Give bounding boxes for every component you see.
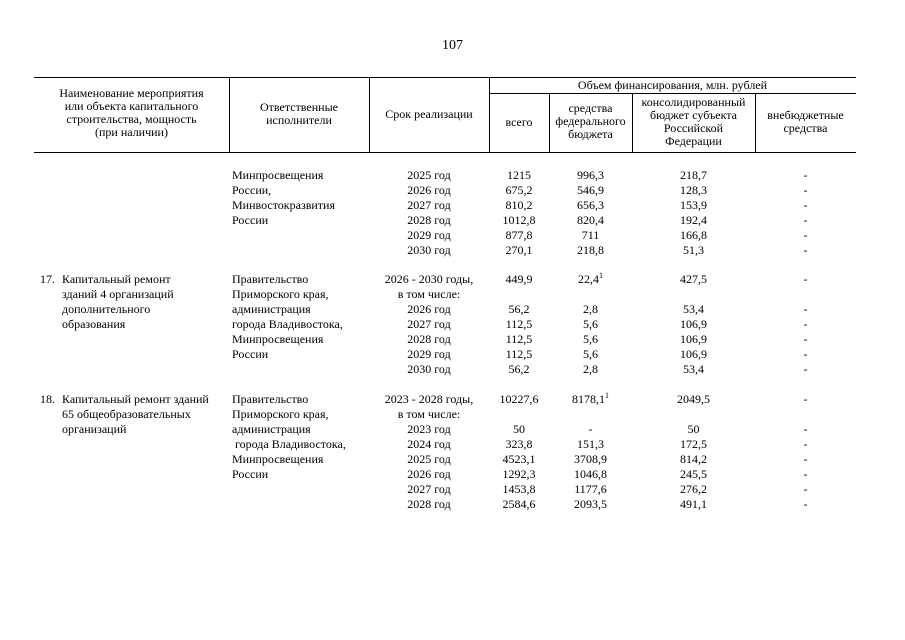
federal-cell [549,213,632,228]
federal-value: 1046,8 [574,467,607,481]
regional-cell: 106,9 [680,332,707,346]
responsible-line: города Владивостока, [232,317,343,331]
period-cell: 2023 год [407,422,451,436]
extrabudgetary-cell: - [803,228,808,242]
federal-value: 2,8 [583,302,598,316]
regional-cell: 814,2 [680,452,707,466]
total-cell: 1453,8 [502,482,536,496]
header-name: Наименование мероприятия или объекта капитального строительства, мощность (при наличии) [59,86,204,139]
extrabudgetary-cell: - [803,452,808,466]
responsible-line: России [232,467,269,481]
federal-cell [549,228,632,243]
responsible-line: администрация [232,302,311,316]
responsible-line: Правительство [232,272,309,286]
total-cell: 270,1 [505,243,533,257]
period-cell: 2026 - 2030 годы, [384,272,474,286]
federal-cell [549,467,632,482]
header-extrabudgetary: внебюджетные средства [767,108,844,135]
responsible-line: России [232,213,269,227]
item-name-line: Капитальный ремонт [62,272,171,286]
federal-cell [549,497,632,512]
federal-cell [549,198,632,213]
regional-cell: 53,4 [683,302,704,316]
responsible-line: России [232,347,269,361]
regional-cell: 53,4 [683,362,704,376]
federal-value: 2093,5 [574,497,607,511]
period-cell: 2030 год [407,243,451,257]
extrabudgetary-cell: - [803,272,808,286]
extrabudgetary-cell: - [803,213,808,227]
federal-value: 3708,9 [574,452,607,466]
period-cell: 2029 год [407,347,451,361]
total-cell: 50 [513,422,525,436]
period-cell: в том числе: [397,407,461,421]
federal-value: 8178,1 [572,392,605,406]
extrabudgetary-cell: - [803,482,808,496]
responsible-line: Минпросвещения [232,452,324,466]
item-name-line: зданий 4 организаций [62,287,174,301]
total-cell: 323,8 [505,437,533,451]
extrabudgetary-cell: - [803,332,808,346]
federal-cell [549,482,632,497]
federal-value: 2,8 [583,362,598,376]
header-bottom-rule [34,152,856,153]
page-number: 107 [442,38,463,53]
regional-cell: 427,5 [680,272,707,286]
regional-cell: 50 [687,422,700,436]
total-cell: 10227,6 [499,392,539,406]
item-name-line: Капитальный ремонт зданий [62,392,209,406]
period-cell: 2024 год [407,437,451,451]
total-cell: 1215 [507,168,531,182]
extrabudgetary-cell: - [803,243,808,257]
header-responsible: Ответственные исполнители [260,100,338,127]
header-total: всего [505,115,533,129]
footnote-marker: 1 [605,391,609,400]
total-cell: 675,2 [505,183,533,197]
responsible-line: Приморского края, [232,407,329,421]
total-cell: 56,2 [508,362,530,376]
item-name-line: 65 общеобразовательных [62,407,191,421]
period-cell: 2025 год [407,168,451,182]
federal-cell [549,243,632,258]
extrabudgetary-cell: - [803,437,808,451]
total-cell: 2584,6 [502,497,536,511]
extrabudgetary-cell: - [803,302,808,316]
row-number: 17. [40,272,55,286]
header-period: Срок реализации [385,107,473,121]
total-cell: 1292,3 [502,467,536,481]
extrabudgetary-cell: - [803,347,808,361]
extrabudgetary-cell: - [803,467,808,481]
federal-value: 22,4 [578,272,599,286]
period-cell: 2027 год [407,482,451,496]
header-regional: консолидированный бюджет субъекта Российской Федерации [641,95,746,148]
period-cell: 2025 год [407,452,451,466]
regional-cell: 153,9 [680,198,707,212]
period-cell: 2030 год [407,362,451,376]
extrabudgetary-cell: - [803,392,808,406]
responsible-line: Правительство [232,392,309,406]
total-cell: 56,2 [508,302,530,316]
federal-value: 546,9 [577,183,604,197]
federal-cell [549,272,632,287]
regional-cell: 218,7 [680,168,707,182]
header-sub-rule [489,93,856,94]
federal-cell [549,183,632,198]
extrabudgetary-cell: - [803,168,808,182]
period-cell: 2028 год [407,213,451,227]
regional-cell: 128,3 [680,183,707,197]
federal-value: 151,3 [577,437,604,451]
period-cell: 2027 год [407,198,451,212]
federal-cell [549,317,632,332]
responsible-line: России, [232,183,272,197]
regional-cell: 2049,5 [677,392,710,406]
period-cell: 2029 год [407,228,451,242]
federal-cell [549,168,632,183]
federal-value: 5,6 [583,347,598,361]
federal-value: 820,4 [577,213,604,227]
regional-cell: 192,4 [680,213,707,227]
period-cell: 2026 год [407,302,451,316]
total-cell: 877,8 [505,228,533,242]
responsible-line: Минвостокразвития [232,198,335,212]
federal-cell [549,362,632,377]
regional-cell: 245,5 [680,467,707,481]
federal-value: - [588,422,593,436]
responsible-line: администрация [232,422,311,436]
regional-cell: 166,8 [680,228,707,242]
total-cell: 112,5 [505,347,533,361]
federal-value: 5,6 [583,332,598,346]
item-name-line: образования [62,317,126,331]
responsible-line: Приморского края, [232,287,329,301]
extrabudgetary-cell: - [803,422,808,436]
period-cell: 2028 год [407,332,451,346]
responsible-line: города Владивостока, [232,437,346,451]
federal-value: 656,3 [577,198,604,212]
period-cell: 2028 год [407,497,451,511]
federal-value: 218,8 [577,243,604,257]
extrabudgetary-cell: - [803,497,808,511]
extrabudgetary-cell: - [803,362,808,376]
total-cell: 4523,1 [502,452,536,466]
regional-cell: 172,5 [680,437,707,451]
period-cell: 2023 - 2028 годы, [384,392,474,406]
federal-value: 1177,6 [574,482,607,496]
total-cell: 112,5 [505,332,533,346]
federal-cell [549,302,632,317]
responsible-line: Минпросвещения [232,168,324,182]
regional-cell: 106,9 [680,317,707,331]
federal-cell [549,437,632,452]
item-name-line: дополнительного [62,302,151,316]
federal-value: 996,3 [577,168,604,182]
total-cell: 112,5 [505,317,533,331]
period-cell: 2027 год [407,317,451,331]
federal-cell [549,452,632,467]
period-cell: 2026 год [407,467,451,481]
header-federal: средства федерального бюджета [555,101,626,141]
period-cell: в том числе: [397,287,461,301]
extrabudgetary-cell: - [803,183,808,197]
federal-cell [549,332,632,347]
total-cell: 1012,8 [502,213,536,227]
row-number: 18. [40,392,55,406]
item-name-line: организаций [62,422,127,436]
regional-cell: 51,3 [683,243,704,257]
federal-cell [549,347,632,362]
federal-cell [549,392,632,407]
federal-value: 711 [581,228,600,242]
total-cell: 810,2 [505,198,533,212]
federal-value: 5,6 [583,317,598,331]
regional-cell: 276,2 [680,482,707,496]
period-cell: 2026 год [407,183,451,197]
federal-cell [549,422,632,437]
responsible-line: Минпросвещения [232,332,324,346]
extrabudgetary-cell: - [803,317,808,331]
regional-cell: 491,1 [680,497,707,511]
header-financing: Объем финансирования, млн. рублей [577,78,768,92]
extrabudgetary-cell: - [803,198,808,212]
regional-cell: 106,9 [680,347,707,361]
footnote-marker: 1 [599,271,603,280]
total-cell: 449,9 [505,272,533,286]
